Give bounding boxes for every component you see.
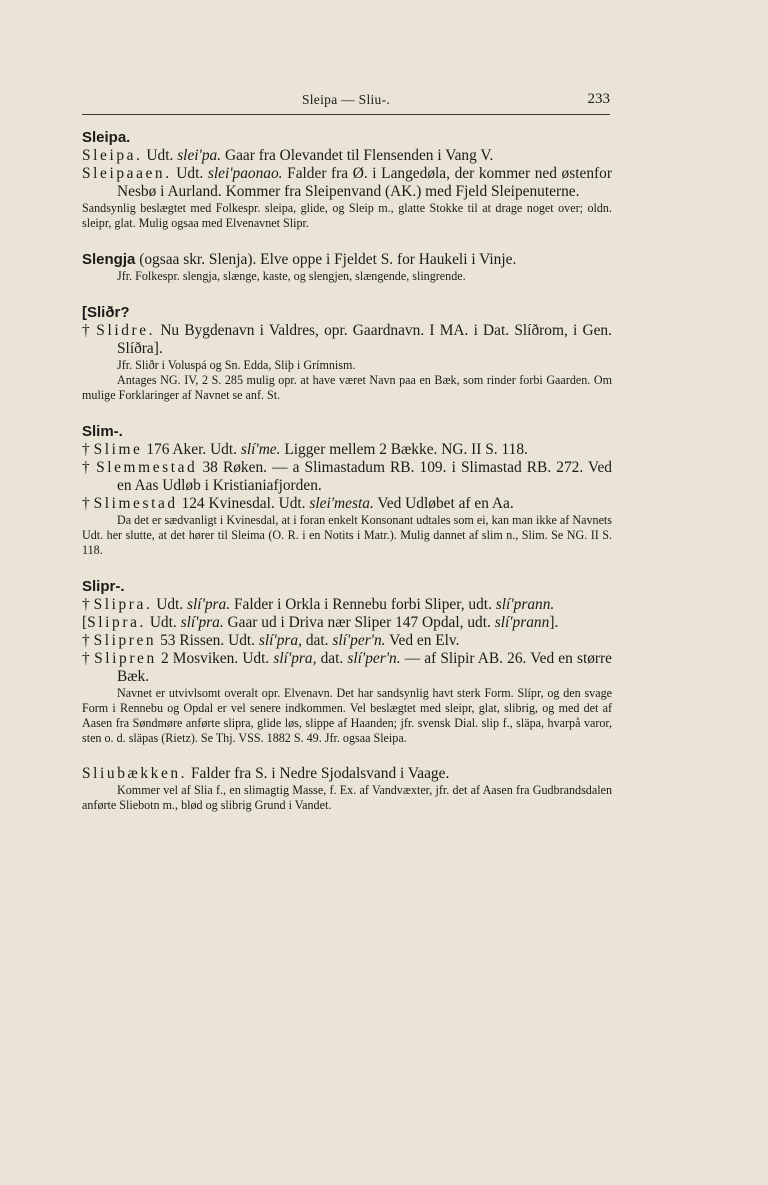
section-heading: Slim-.	[82, 423, 123, 440]
running-title: Sleipa — Sliu-.	[301, 92, 391, 107]
note: Jfr. Folkespr. slengja, slænge, kaste, og slengjen, slængende, slingrende.	[117, 269, 466, 283]
section-heading: Sleipa.	[82, 129, 131, 146]
entry: Sliubækken. Falder fra S. i Nedre Sjodalsvand i Vaage.	[82, 765, 450, 782]
note: Antages NG. IV, 2 S. 285 mulig opr. at have været Navn paa en Bæk, som rinder forbi Gaarden. Om mulige Forklaringer af Navnet se anf. St.	[82, 373, 612, 402]
section-slim	[82, 422, 612, 558]
section-heading: Slipr-.	[82, 578, 125, 595]
note: Jfr. Sliðr i Voluspá og Sn. Edda, Sliþ i Grímnism.	[117, 358, 356, 372]
note: Navnet er utvivlsomt overalt opr. Elvenavn. Det har sandsynlig havt sterk Form. Slípr, og den svage Form i Rennebu og Opdal er vel senere indkommen. Vel beslægtet med sleipr, glat, slibrig, og med det af Aasen fra Søndmøre anførte slipra, glide løs, slippe af Haanden; jfr. svensk Dial. slip f., släpa, hvarpå varor, sten o. d. släpas (Rietz). Se Thj. VSS. 1882 S. 49. Jfr. ogsaa Sleipa.	[82, 686, 612, 745]
entry: † Slime 176 Aker. Udt. slí'me. Ligger mellem 2 Bække. NG. II S. 118.	[82, 441, 528, 458]
entry: † Slipra. Udt. slí'pra. Falder i Orkla i Rennebu forbi Sliper, udt. slí'prann.	[82, 596, 555, 613]
entry: Slengja (ogsaa skr. Slenja). Elve oppe i Fjeldet S. for Haukeli i Vinje.	[82, 251, 517, 268]
entry: [Slipra. Udt. slí'pra. Gaar ud i Driva nær Sliper 147 Opdal, udt. slí'prann].	[82, 614, 559, 631]
note: Kommer vel af Slia f., en slimagtig Masse, f. Ex. af Vandvæxter, jfr. det af Aasen fra Gudbrandsdalen anførte Sliebotn m., blød og slibrig Grund i Vandet.	[82, 783, 612, 812]
page-number: 233	[587, 91, 610, 107]
entry: † Slipren 2 Mosviken. Udt. slí'pra, dat. slí'per'n. — af Slipir AB. 26. Ved en større Bæk.	[82, 650, 612, 685]
page-body	[82, 128, 612, 813]
running-header	[82, 90, 610, 115]
section-sleipa	[82, 128, 612, 231]
note: Sandsynlig beslægtet med Folkespr. sleipa, glide, og Sleip m., glatte Stokke til at drage noget over; oldn. sleipr, glat. Mulig ogsaa med Elvenavnet Slipr.	[82, 201, 612, 230]
entry: Sleipa. Udt. slei'pa. Gaar fra Olevandet til Flensenden i Vang V.	[82, 147, 494, 164]
entry: † Slimestad 124 Kvinesdal. Udt. slei'mesta. Ved Udløbet af en Aa.	[82, 495, 514, 512]
section-slidr	[82, 303, 612, 403]
entry: † Slemmestad 38 Røken. — a Slimastadum RB. 109. i Slimastad RB. 272. Ved en Aas Udløb i Kristianiafjorden.	[82, 459, 612, 494]
section-heading: [Sliðr?	[82, 304, 130, 321]
section-slengja	[82, 250, 612, 284]
entry: † Slidre. Nu Bygdenavn i Valdres, opr. Gaardnavn. I MA. i Dat. Slíðrom, i Gen. Slíðra].	[82, 322, 612, 357]
section-slipr	[82, 577, 612, 746]
section-sliubaekken	[82, 765, 612, 813]
entry: Sleipaaen. Udt. slei'paonao. Falder fra Ø. i Langedøla, der kommer ned østenfor Nesbø i Aurland. Kommer fra Sleipenvand (AK.) med Fjeld Sleipenuterne.	[82, 165, 612, 200]
note: Da det er sædvanligt i Kvinesdal, at i foran enkelt Konsonant udtales som ei, kan man ikke af Navnets Udt. her slutte, at det hører til Sleima (O. R. i en Notits i Matr.). Mulig dannet af slim n., Slim. Se NG. II S. 118.	[82, 513, 612, 557]
entry: † Slipren 53 Rissen. Udt. slí'pra, dat. slí'per'n. Ved en Elv.	[82, 632, 460, 649]
